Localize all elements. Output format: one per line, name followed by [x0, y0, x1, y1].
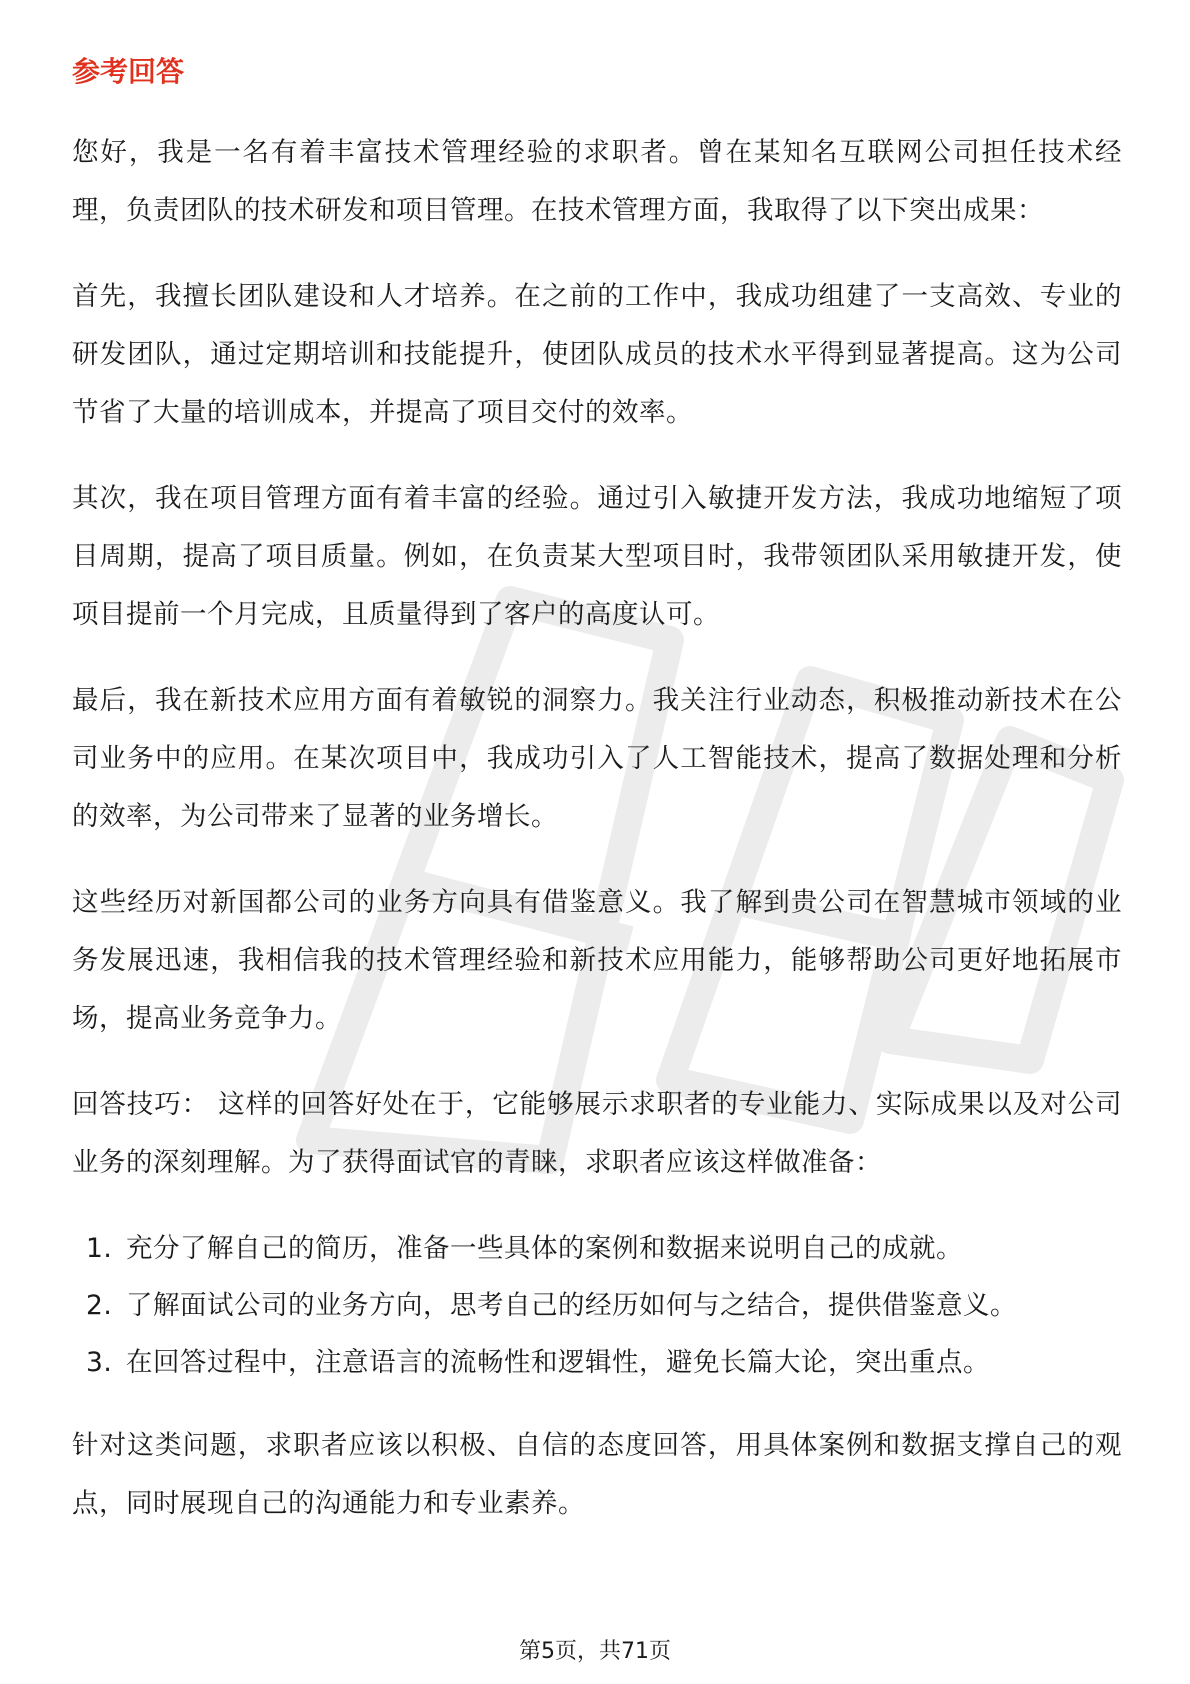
paragraph-answer-tips: 回答技巧： 这样的回答好处在于，它能够展示求职者的专业能力、实际成果以及对公司业务的深刻理解。为了获得面试官的青睐，求职者应该这样做准备： [72, 1089, 1122, 1178]
paragraph-relevance: 这些经历对新国都公司的业务方向具有借鉴意义。我了解到贵公司在智慧城市领域的业务发展迅速，我相信我的技术管理经验和新技术应用能力，能够帮助公司更好地拓展市场，提高业务竞争力。 [72, 887, 1122, 1034]
list-text: 充分了解自己的简历，准备一些具体的案例和数据来说明自己的成就。 [126, 1233, 963, 1264]
list-number: 2. [86, 1290, 113, 1321]
list-text: 了解面试公司的业务方向，思考自己的经历如何与之结合，提供借鉴意义。 [126, 1290, 1017, 1321]
paragraph-team-building: 首先，我擅长团队建设和人才培养。在之前的工作中，我成功组建了一支高效、专业的研发团队，通过定期培训和技能提升，使团队成员的技术水平得到显著提高。这为公司节省了大量的培训成本，并提高了项目交付的效率。 [72, 281, 1122, 428]
list-item [72, 1277, 1122, 1334]
list-text: 在回答过程中，注意语言的流畅性和逻辑性，避免长篇大论，突出重点。 [126, 1347, 990, 1378]
list-number: 1. [86, 1233, 113, 1264]
tips-list [72, 1220, 1122, 1391]
section-heading: 参考回答 [72, 55, 185, 88]
list-number: 3. [86, 1347, 113, 1378]
list-item [72, 1220, 1122, 1277]
paragraph-project-management: 其次，我在项目管理方面有着丰富的经验。通过引入敏捷开发方法，我成功地缩短了项目周期，提高了项目质量。例如，在负责某大型项目时，我带领团队采用敏捷开发，使项目提前一个月完成，且质量得到了客户的高度认可。 [72, 483, 1122, 630]
paragraph-closing: 针对这类问题，求职者应该以积极、自信的态度回答，用具体案例和数据支撑自己的观点，同时展现自己的沟通能力和专业素养。 [72, 1430, 1122, 1519]
list-item [72, 1334, 1122, 1391]
paragraph-new-technology: 最后，我在新技术应用方面有着敏锐的洞察力。我关注行业动态，积极推动新技术在公司业务中的应用。在某次项目中，我成功引入了人工智能技术，提高了数据处理和分析的效率，为公司带来了显著的业务增长。 [72, 685, 1122, 832]
main-content [72, 50, 1122, 1561]
page-number-footer: 第5页，共71页 [519, 1639, 671, 1664]
paragraph-intro: 您好，我是一名有着丰富技术管理经验的求职者。曾在某知名互联网公司担任技术经理，负责团队的技术研发和项目管理。在技术管理方面，我取得了以下突出成果： [72, 137, 1122, 226]
